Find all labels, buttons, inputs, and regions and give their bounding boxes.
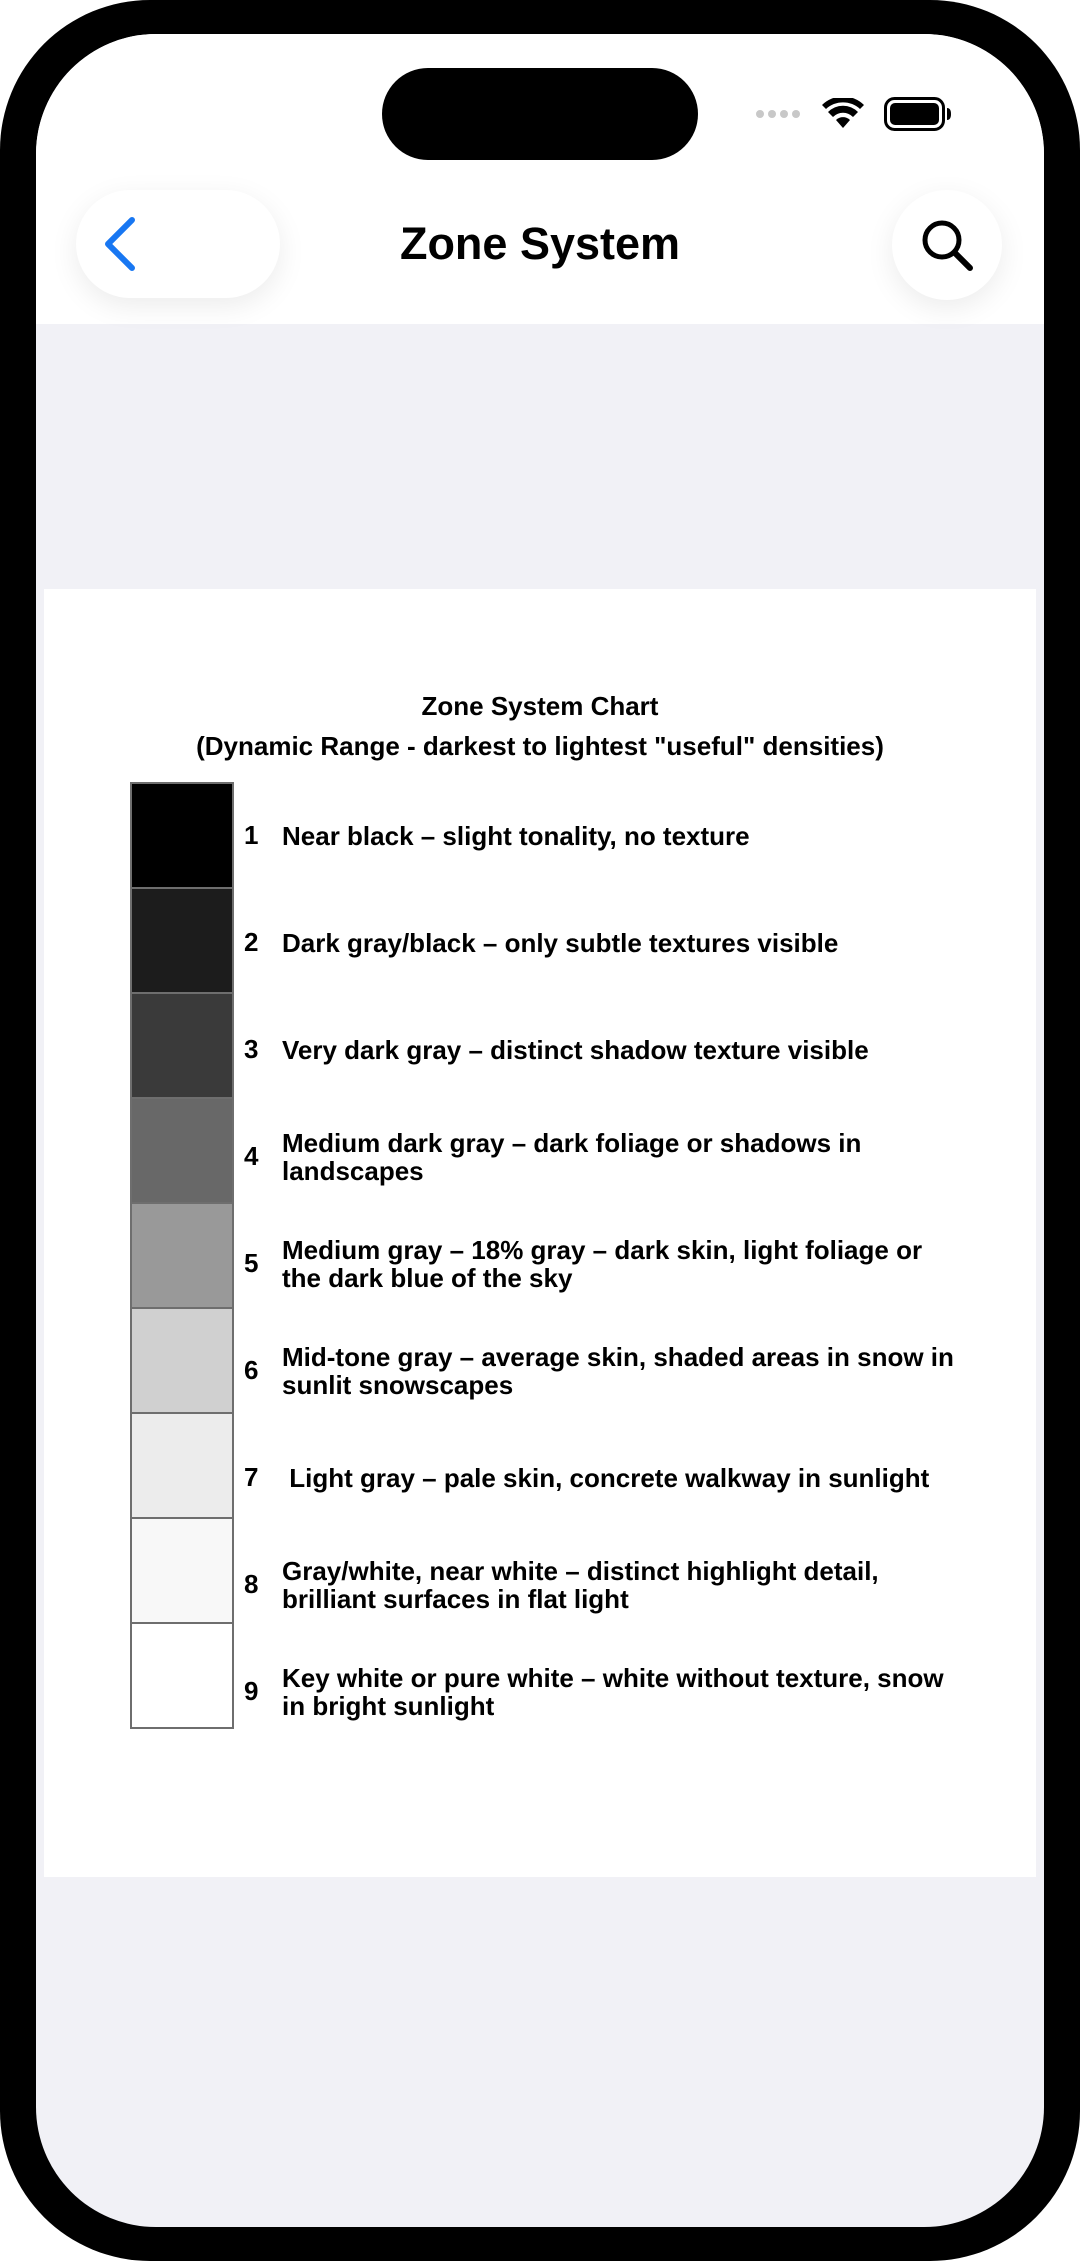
zone-description: Medium dark gray – dark foliage or shadows in landscapes [282, 1127, 869, 1186]
chart-title: Zone System Chart [421, 691, 659, 721]
zone-number: 6 [244, 1355, 259, 1385]
chevron-left-icon [102, 216, 138, 272]
zone-swatch [130, 887, 234, 994]
zone-number: 8 [244, 1569, 259, 1599]
zone-row [244, 996, 964, 1103]
zone-row [244, 1317, 964, 1424]
zone-number: 7 [244, 1462, 259, 1492]
zone-chart-card [44, 589, 1036, 1877]
zone-number: 3 [244, 1034, 259, 1064]
zone-description: Medium gray – 18% gray – dark skin, light foliage or the dark blue of the sky [282, 1234, 930, 1293]
zone-swatch [130, 992, 234, 1099]
zone-number: 4 [244, 1141, 259, 1171]
battery-icon [884, 97, 952, 131]
zone-number: 2 [244, 927, 259, 957]
zone-description: Key white or pure white – white without texture, snow in bright sunlight [282, 1662, 951, 1721]
status-bar-right [756, 94, 952, 134]
wifi-icon [822, 98, 864, 130]
zone-swatch [130, 1307, 234, 1414]
zone-swatch [130, 782, 234, 889]
zone-swatch [130, 1202, 234, 1309]
zone-row [244, 782, 964, 889]
zone-row [244, 1103, 964, 1210]
zone-description: Gray/white, near white – distinct highlight detail, brilliant surfaces in flat light [282, 1555, 886, 1614]
zone-description: Very dark gray – distinct shadow texture visible [282, 1034, 869, 1065]
zone-swatch-column [130, 782, 234, 1729]
zone-swatch [130, 1517, 234, 1624]
search-button[interactable] [892, 190, 1002, 300]
zone-swatch [130, 1622, 234, 1729]
screen [36, 34, 1044, 2227]
zone-description: Mid-tone gray – average skin, shaded areas in snow in sunlit snowscapes [282, 1341, 962, 1400]
chart-subtitle: (Dynamic Range - darkest to lightest "useful" densities) [196, 731, 884, 761]
zone-row [244, 1424, 964, 1531]
zone-description: Near black – slight tonality, no texture [282, 820, 750, 851]
zone-description: Light gray – pale skin, concrete walkway in sunlight [282, 1462, 930, 1493]
zone-swatch [130, 1412, 234, 1519]
dynamic-island [382, 68, 698, 160]
zone-row [244, 1638, 964, 1745]
zone-number: 1 [244, 820, 259, 850]
zone-number: 5 [244, 1248, 259, 1278]
page-title: Zone System [399, 218, 681, 269]
zone-row [244, 889, 964, 996]
cellular-signal-icon [756, 110, 800, 118]
zone-row [244, 1531, 964, 1638]
back-button[interactable] [76, 190, 280, 298]
zone-row [244, 1210, 964, 1317]
zone-description: Dark gray/black – only subtle textures visible [282, 927, 839, 958]
magnifying-glass-icon [919, 217, 975, 273]
zone-swatch [130, 1097, 234, 1204]
zone-number: 9 [244, 1676, 259, 1706]
